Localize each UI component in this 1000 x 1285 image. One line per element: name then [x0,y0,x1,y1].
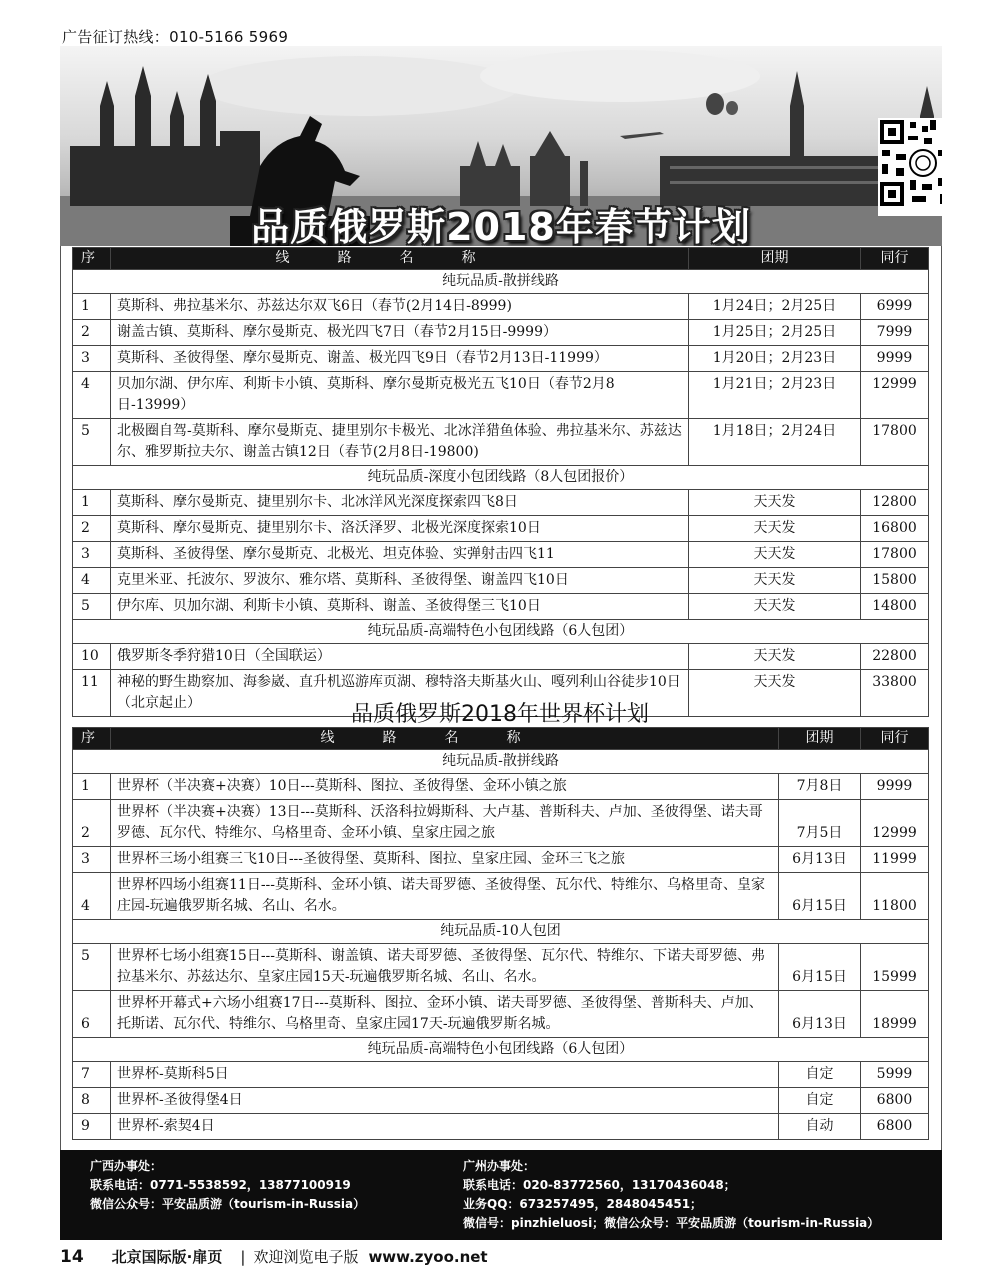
row-no: 3 [73,542,111,568]
table-row [73,774,929,800]
row-route: 世界杯四场小组赛11日---莫斯科、金环小镇、诺夫哥罗德、圣彼得堡、瓦尔代、特维尔、乌格里奇、皇家庄园-玩遍俄罗斯名城、名山、名水。 [111,873,779,920]
row-price: 12800 [861,490,929,516]
table-row [73,542,929,568]
row-route: 世界杯-索契4日 [111,1114,779,1140]
section-row [73,620,929,644]
row-no: 11 [73,670,111,717]
row-no: 8 [73,1088,111,1114]
table-row [73,568,929,594]
row-route: 世界杯-圣彼得堡4日 [111,1088,779,1114]
row-route: 贝加尔湖、伊尔库、利斯卡小镇、莫斯科、摩尔曼斯克极光五飞10日（春节2月8日-13999） [111,372,689,419]
table-header-row [73,248,929,270]
table-row [73,294,929,320]
row-price: 18999 [861,991,929,1038]
row-price: 6999 [861,294,929,320]
worldcup-table [72,727,929,1140]
row-dates: 1月24日；2月25日 [689,294,861,320]
header-no: 序 [73,728,111,750]
row-no: 4 [73,372,111,419]
table-row [73,847,929,873]
contact-footer [60,1150,942,1240]
table-row [73,346,929,372]
row-dates: 1月25日；2月25日 [689,320,861,346]
row-route: 莫斯科、摩尔曼斯克、捷里别尔卡、洛沃泽罗、北极光深度探索10日 [111,516,689,542]
worldcup-title: 品质俄罗斯2018年世界杯计划 [351,702,649,727]
spring-festival-table [72,247,929,717]
header-route: 线路名称 [111,248,689,270]
row-price: 15999 [861,944,929,991]
section-row [73,466,929,490]
table-row [73,991,929,1038]
browse-label: 欢迎浏览电子版 [253,1248,359,1266]
row-price: 7999 [861,320,929,346]
row-price: 17800 [861,419,929,466]
row-no: 5 [73,419,111,466]
row-price: 33800 [861,670,929,717]
row-dates: 天天发 [689,542,861,568]
row-dates: 天天发 [689,568,861,594]
row-no: 2 [73,800,111,847]
row-dates: 7月5日 [779,800,861,847]
section-title: 纯玩品质-散拼线路 [73,750,929,774]
banner-title: 品质俄罗斯2018年春节计划 [251,205,751,246]
row-no: 1 [73,294,111,320]
row-price: 12999 [861,800,929,847]
row-no: 2 [73,516,111,542]
section-row [73,270,929,294]
row-no: 6 [73,991,111,1038]
table-row [73,516,929,542]
section-title: 纯玩品质-高端特色小包团线路（6人包团） [73,620,929,644]
row-price: 16800 [861,516,929,542]
guangzhou-phone: 联系电话：020-83772560，13170436048； [463,1178,736,1192]
row-no: 9 [73,1114,111,1140]
row-price: 6800 [861,1088,929,1114]
row-route: 世界杯（半决赛+决赛）10日---莫斯科、图拉、圣彼得堡、金环小镇之旅 [111,774,779,800]
table-header-row [73,728,929,750]
table-row [73,1088,929,1114]
header-route: 线路名称 [111,728,779,750]
row-dates: 天天发 [689,594,861,620]
header-price: 同行 [861,248,929,270]
row-no: 5 [73,594,111,620]
row-dates: 自定 [779,1062,861,1088]
banner [60,46,942,246]
row-no: 10 [73,644,111,670]
row-route: 世界杯三场小组赛三飞10日---圣彼得堡、莫斯科、图拉、皇家庄园、金环三飞之旅 [111,847,779,873]
guangxi-office [90,1157,365,1214]
guangxi-phone: 联系电话：0771-5538592，13877100919 [90,1178,351,1192]
table-row [73,944,929,991]
row-price: 11999 [861,847,929,873]
row-route: 世界杯-莫斯科5日 [111,1062,779,1088]
section-row [73,750,929,774]
row-no: 5 [73,944,111,991]
row-no: 1 [73,490,111,516]
row-dates: 7月8日 [779,774,861,800]
row-dates: 天天发 [689,490,861,516]
row-dates: 1月18日；2月24日 [689,419,861,466]
row-price: 9999 [861,774,929,800]
table-row [73,800,929,847]
row-route: 世界杯七场小组赛15日---莫斯科、谢盖镇、诺夫哥罗德、圣彼得堡、瓦尔代、特维尔、下诺夫哥罗德、弗拉基米尔、苏兹达尔、皇家庄园15天-玩遍俄罗斯名城、名山、名水。 [111,944,779,991]
row-no: 3 [73,346,111,372]
footer-separator: | [240,1248,246,1266]
row-route: 世界杯开幕式+六场小组赛17日---莫斯科、图拉、金环小镇、诺夫哥罗德、圣彼得堡、普斯科夫、卢加、托斯诺、瓦尔代、特维尔、乌格里奇、皇家庄园17天-玩遍俄罗斯名城。 [111,991,779,1038]
row-no: 4 [73,568,111,594]
row-price: 5999 [861,1062,929,1088]
row-price: 12999 [861,372,929,419]
row-route: 俄罗斯冬季狩猎10日（全国联运） [111,644,689,670]
row-no: 4 [73,873,111,920]
row-route: 莫斯科、圣彼得堡、摩尔曼斯克、北极光、坦克体验、实弹射击四飞11 [111,542,689,568]
guangxi-wechat: 微信公众号：平安品质游（tourism-in-Russia） [90,1197,366,1211]
guangxi-office-title: 广西办事处： [90,1159,163,1173]
header-no: 序 [73,248,111,270]
row-route: 伊尔库、贝加尔湖、利斯卡小镇、莫斯科、谢盖、圣彼得堡三飞10日 [111,594,689,620]
row-route: 莫斯科、圣彼得堡、摩尔曼斯克、谢盖、极光四飞9日（春节2月13日-11999） [111,346,689,372]
row-route: 神秘的野生勘察加、海参崴、直升机巡游库页湖、穆特洛夫斯基火山、嘎列利山谷徒步10日（北京起止） [111,670,689,717]
row-price: 22800 [861,644,929,670]
section-row [73,920,929,944]
table-row [73,419,929,466]
row-price: 11800 [861,873,929,920]
row-price: 17800 [861,542,929,568]
website-link[interactable]: www.zyoo.net [368,1248,488,1266]
row-price: 15800 [861,568,929,594]
table-row [73,490,929,516]
row-dates: 6月13日 [779,847,861,873]
section-row [73,1038,929,1062]
table-row [73,644,929,670]
row-no: 2 [73,320,111,346]
edition-label: 北京国际版·扉页 [111,1248,223,1266]
ad-hotline: 广告征订热线：010-5166 5969 [62,28,289,46]
guangzhou-office [463,1157,879,1233]
row-price: 6800 [861,1114,929,1140]
row-price: 9999 [861,346,929,372]
header-dates: 团期 [689,248,861,270]
table-row [73,873,929,920]
table-row [73,1062,929,1088]
row-dates: 天天发 [689,644,861,670]
row-dates: 1月20日；2月23日 [689,346,861,372]
header-price: 同行 [861,728,929,750]
row-dates: 6月13日 [779,991,861,1038]
row-no: 1 [73,774,111,800]
row-route: 莫斯科、弗拉基米尔、苏兹达尔双飞6日（春节(2月14日-8999) [111,294,689,320]
row-dates: 天天发 [689,670,861,717]
row-dates: 6月15日 [779,944,861,991]
row-dates: 6月15日 [779,873,861,920]
row-dates: 天天发 [689,516,861,542]
guangzhou-office-title: 广州办事处： [463,1159,536,1173]
page-number: 14 [60,1247,84,1267]
row-route: 莫斯科、摩尔曼斯克、捷里别尔卡、北冰洋风光深度探索四飞8日 [111,490,689,516]
table-row [73,372,929,419]
qr-code-icon [878,118,942,216]
header-dates: 团期 [779,728,861,750]
row-dates: 1月21日；2月23日 [689,372,861,419]
table-row [73,320,929,346]
row-dates: 自动 [779,1114,861,1140]
row-dates: 自定 [779,1088,861,1114]
section-title: 纯玩品质-散拼线路 [73,270,929,294]
table-row [73,1114,929,1140]
row-route: 北极圈自驾-莫斯科、摩尔曼斯克、捷里别尔卡极光、北冰洋猎鱼体验、弗拉基米尔、苏兹达尔、雅罗斯拉夫尔、谢盖古镇12日（春节(2月8日-19800) [111,419,689,466]
section-title: 纯玩品质-深度小包团线路（8人包团报价） [73,466,929,490]
row-route: 克里米亚、托波尔、罗波尔、雅尔塔、莫斯科、圣彼得堡、谢盖四飞10日 [111,568,689,594]
row-route: 谢盖古镇、莫斯科、摩尔曼斯克、极光四飞7日（春节2月15日-9999） [111,320,689,346]
table-row [73,594,929,620]
page-footer [60,1246,498,1267]
guangzhou-qq: 业务QQ：673257495，2848045451； [463,1197,703,1211]
section-title: 纯玩品质-高端特色小包团线路（6人包团） [73,1038,929,1062]
guangzhou-wechat: 微信号：pinzhieluosi；微信公众号：平安品质游（tourism-in-Russia） [463,1216,880,1230]
row-route: 世界杯（半决赛+决赛）13日---莫斯科、沃洛科拉姆斯科、大卢基、普斯科夫、卢加、圣彼得堡、诺夫哥罗德、瓦尔代、特维尔、乌格里奇、金环小镇、皇家庄园之旅 [111,800,779,847]
section-title: 纯玩品质-10人包团 [73,920,929,944]
row-price: 14800 [861,594,929,620]
row-no: 3 [73,847,111,873]
row-no: 7 [73,1062,111,1088]
